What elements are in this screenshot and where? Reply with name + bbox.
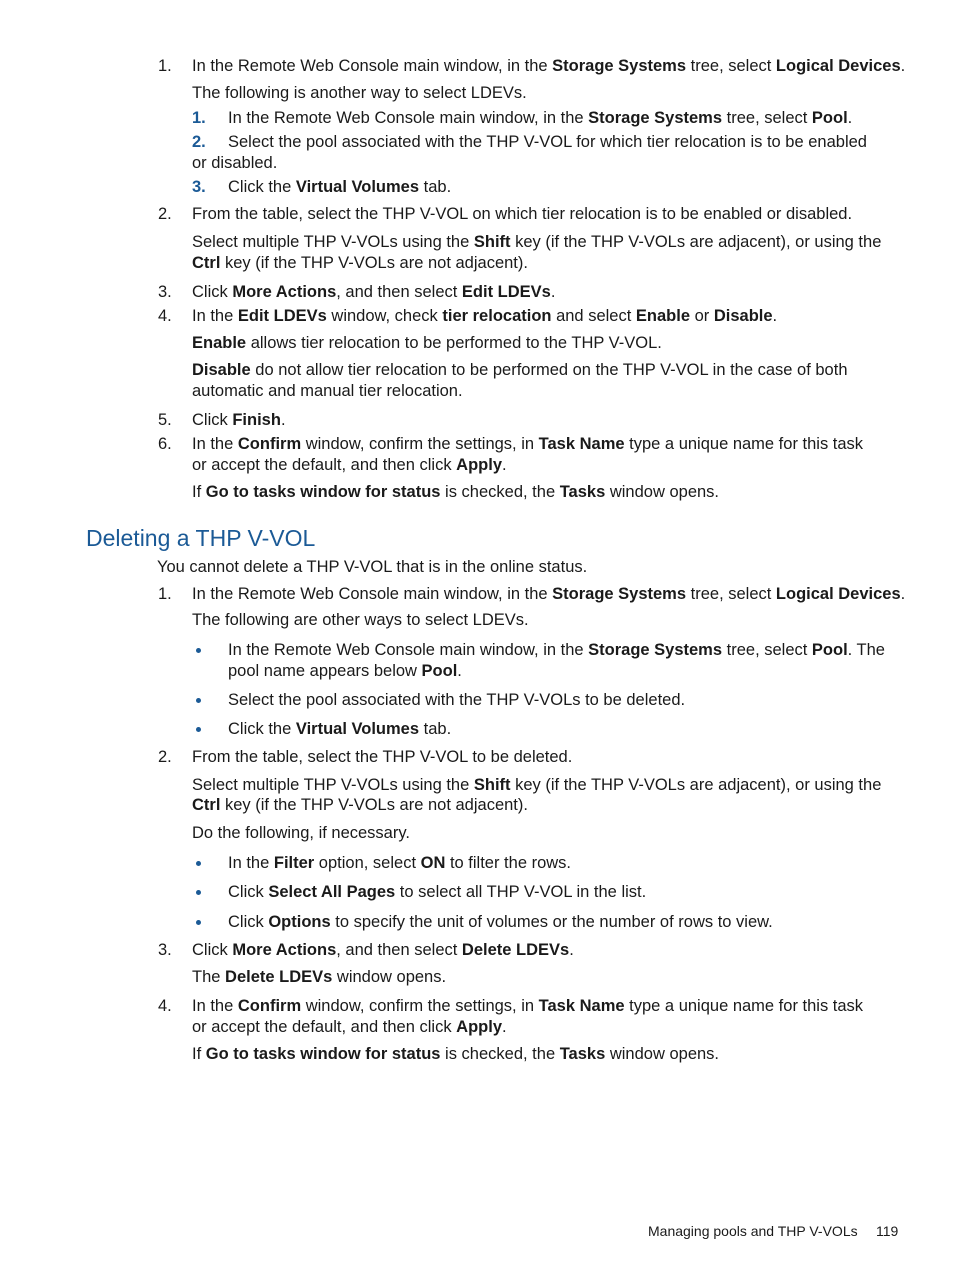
- ui-term: Edit LDEVs: [237, 307, 327, 325]
- text-run: tree, select: [722, 641, 812, 659]
- text-run: tab.: [419, 720, 452, 738]
- text-run: If: [192, 483, 206, 501]
- substep-number: 3.: [192, 178, 206, 196]
- ui-term: Shift: [473, 233, 511, 251]
- text-run: Click: [192, 411, 233, 429]
- text-run: window opens.: [332, 968, 447, 986]
- text-run: tree, select: [686, 585, 776, 603]
- text-run: Click the: [228, 178, 296, 196]
- section1-line: [192, 253, 528, 273]
- text-run: In the Remote Web Console main window, in the: [228, 109, 589, 127]
- ui-term: Filter: [273, 854, 315, 872]
- text-run: .: [457, 662, 462, 680]
- section-intro: You cannot delete a THP V-VOL that is in the online status.: [157, 558, 588, 576]
- text-run: , and then select: [336, 283, 462, 301]
- section2-line: [228, 882, 646, 902]
- ui-term: Logical Devices: [775, 585, 901, 603]
- step-number: 3.: [158, 941, 172, 959]
- section1-line: [192, 204, 852, 224]
- text-run: If: [192, 1045, 206, 1063]
- text-run: type a unique name for this task: [624, 435, 864, 453]
- text-run: to filter the rows.: [445, 854, 572, 872]
- text-run: do not allow tier relocation to be performed on the THP V-VOL in the case of both: [250, 361, 848, 379]
- text-run: Do the following, if necessary.: [192, 824, 410, 842]
- substep-number: 2.: [192, 133, 206, 151]
- section-heading: Deleting a THP V-VOL: [86, 525, 316, 551]
- text-run: In the: [192, 307, 238, 325]
- text-run: or accept the default, and then click: [192, 456, 457, 474]
- text-run: to specify the unit of volumes or the number of rows to view.: [330, 913, 773, 931]
- section1-line: [228, 132, 867, 152]
- text-run: In the: [228, 854, 274, 872]
- bullet-icon: [196, 727, 201, 732]
- text-run: automatic and manual tier relocation.: [192, 382, 463, 400]
- ui-term: Pool: [811, 109, 848, 127]
- text-run: .: [772, 307, 778, 325]
- ui-term: Ctrl: [192, 254, 221, 272]
- step-number: 2.: [158, 748, 172, 766]
- text-run: Select multiple THP V-VOLs using the: [192, 776, 474, 794]
- ui-term: Storage Systems: [588, 109, 723, 127]
- section1-line: [192, 56, 905, 76]
- section2-line: [192, 610, 529, 630]
- ui-term: Shift: [473, 776, 511, 794]
- section1-line: [192, 153, 277, 173]
- text-run: In the Remote Web Console main window, in the: [228, 641, 589, 659]
- section1-line: [192, 232, 881, 252]
- text-run: , and then select: [336, 941, 462, 959]
- text-run: From the table, select the THP V-VOL to be deleted.: [192, 748, 573, 766]
- ui-term: Tasks: [559, 1045, 606, 1063]
- text-run: The: [192, 968, 226, 986]
- text-run: . The: [847, 641, 885, 659]
- section2-line: [192, 823, 410, 843]
- text-run: allows tier relocation to be performed to the THP V-VOL.: [246, 334, 662, 352]
- ui-term: Select All Pages: [268, 883, 396, 901]
- bullet-icon: [196, 861, 201, 866]
- section1-line: [228, 177, 451, 197]
- section2-line: [192, 940, 574, 960]
- text-run: pool name appears below: [228, 662, 422, 680]
- section2-line: [228, 640, 885, 660]
- substep-number: 1.: [192, 109, 206, 127]
- text-run: .: [502, 1018, 507, 1036]
- ui-term: Delete LDEVs: [461, 941, 570, 959]
- ui-term: Options: [268, 913, 331, 931]
- step-number: 3.: [158, 283, 172, 301]
- section1-line: [192, 455, 507, 475]
- footer-title: Managing pools and THP V-VOLs: [648, 1223, 858, 1239]
- ui-term: Enable: [192, 334, 247, 352]
- text-run: Click: [228, 883, 269, 901]
- text-run: window opens.: [605, 483, 720, 501]
- section1-line: [192, 360, 848, 380]
- text-run: option, select: [314, 854, 421, 872]
- section1-line: [192, 410, 286, 430]
- text-run: In the: [192, 997, 238, 1015]
- section2-line: [192, 1017, 507, 1037]
- section2-line: [192, 967, 446, 987]
- ui-term: Confirm: [237, 435, 302, 453]
- step-number: 4.: [158, 307, 172, 325]
- ui-term: Disable: [713, 307, 773, 325]
- text-run: window, confirm the settings, in: [301, 997, 539, 1015]
- text-run: Select the pool associated with the THP V-VOL for which tier relocation is to be enabled: [228, 133, 867, 151]
- bullet-icon: [196, 890, 201, 895]
- section2-line: [192, 996, 863, 1016]
- text-run: or disabled.: [192, 154, 278, 172]
- ui-term: Ctrl: [192, 796, 221, 814]
- section2-line: [228, 661, 462, 681]
- text-run: is checked, the: [440, 483, 560, 501]
- step-number: 2.: [158, 205, 172, 223]
- ui-term: Go to tasks window for status: [205, 483, 441, 501]
- ui-term: More Actions: [232, 941, 337, 959]
- ui-term: Storage Systems: [552, 57, 687, 75]
- section2-line: [192, 747, 572, 767]
- ui-term: Confirm: [237, 997, 302, 1015]
- section1-line: [228, 108, 852, 128]
- text-run: .: [280, 411, 286, 429]
- ui-term: Apply: [456, 456, 503, 474]
- section2-line: [228, 690, 685, 710]
- step-number: 1.: [158, 585, 172, 603]
- text-run: In the Remote Web Console main window, in the: [192, 585, 553, 603]
- ui-term: Task Name: [538, 997, 625, 1015]
- section1-line: [192, 282, 555, 302]
- section2-line: [192, 584, 905, 604]
- text-run: tree, select: [722, 109, 812, 127]
- ui-term: Edit LDEVs: [461, 283, 551, 301]
- text-run: Click: [228, 913, 269, 931]
- bullet-icon: [196, 698, 201, 703]
- text-run: Select the pool associated with the THP V-VOLs to be deleted.: [228, 691, 686, 709]
- ui-term: Task Name: [538, 435, 625, 453]
- text-run: .: [502, 456, 507, 474]
- text-run: type a unique name for this task: [624, 997, 864, 1015]
- ui-term: Finish: [232, 411, 281, 429]
- text-run: From the table, select the THP V-VOL on which tier relocation is to be enabled or disabled.: [192, 205, 853, 223]
- section1-line: [192, 83, 527, 103]
- section2-line: [228, 853, 571, 873]
- section2-line: [192, 1044, 719, 1064]
- text-run: Click the: [228, 720, 296, 738]
- ui-term: Storage Systems: [588, 641, 723, 659]
- step-number: 4.: [158, 997, 172, 1015]
- text-run: key (if the THP V-VOLs are not adjacent).: [220, 254, 528, 272]
- text-run: key (if the THP V-VOLs are not adjacent).: [220, 796, 528, 814]
- page-number: 119: [876, 1223, 899, 1239]
- text-run: In the: [192, 435, 238, 453]
- section2-line: [192, 775, 881, 795]
- text-run: tab.: [419, 178, 452, 196]
- step-number: 1.: [158, 57, 172, 75]
- section2-line: [228, 719, 451, 739]
- text-run: key (if the THP V-VOLs are adjacent), or using the: [510, 233, 882, 251]
- text-run: .: [550, 283, 556, 301]
- text-run: tree, select: [686, 57, 776, 75]
- bullet-icon: [196, 648, 201, 653]
- ui-term: Enable: [635, 307, 690, 325]
- text-run: window, check: [326, 307, 443, 325]
- ui-term: Virtual Volumes: [295, 178, 420, 196]
- text-run: The following are other ways to select LDEVs.: [192, 611, 529, 629]
- ui-term: Delete LDEVs: [225, 968, 333, 986]
- section1-line: [192, 333, 662, 353]
- text-run: window opens.: [605, 1045, 720, 1063]
- ui-term: Disable: [192, 361, 251, 379]
- bullet-icon: [196, 920, 201, 925]
- ui-term: Pool: [421, 662, 458, 680]
- section1-line: [192, 434, 863, 454]
- text-run: key (if the THP V-VOLs are adjacent), or using the: [510, 776, 882, 794]
- ui-term: Virtual Volumes: [295, 720, 420, 738]
- ui-term: Logical Devices: [775, 57, 901, 75]
- text-run: to select all THP V-VOL in the list.: [395, 883, 647, 901]
- text-run: or accept the default, and then click: [192, 1018, 457, 1036]
- text-run: Click: [192, 941, 233, 959]
- ui-term: Go to tasks window for status: [205, 1045, 441, 1063]
- text-run: Click: [192, 283, 233, 301]
- text-run: is checked, the: [440, 1045, 560, 1063]
- ui-term: Apply: [456, 1018, 503, 1036]
- section1-line: [192, 306, 777, 326]
- ui-term: More Actions: [232, 283, 337, 301]
- text-run: In the Remote Web Console main window, in the: [192, 57, 553, 75]
- text-run: Select multiple THP V-VOLs using the: [192, 233, 474, 251]
- text-run: or: [690, 307, 714, 325]
- section2-line: [192, 795, 528, 815]
- ui-term: Pool: [811, 641, 848, 659]
- text-run: The following is another way to select LDEVs.: [192, 84, 527, 102]
- text-run: .: [569, 941, 574, 959]
- ui-term: tier relocation: [442, 307, 552, 325]
- step-number: 5.: [158, 411, 172, 429]
- step-number: 6.: [158, 435, 172, 453]
- text-run: .: [847, 109, 853, 127]
- text-run: window, confirm the settings, in: [301, 435, 539, 453]
- text-run: .: [900, 585, 906, 603]
- ui-term: Tasks: [559, 483, 606, 501]
- ui-term: Storage Systems: [552, 585, 687, 603]
- ui-term: ON: [420, 854, 446, 872]
- section2-line: [228, 912, 773, 932]
- section1-line: [192, 482, 719, 502]
- text-run: .: [900, 57, 906, 75]
- section1-line: [192, 381, 463, 401]
- text-run: and select: [551, 307, 636, 325]
